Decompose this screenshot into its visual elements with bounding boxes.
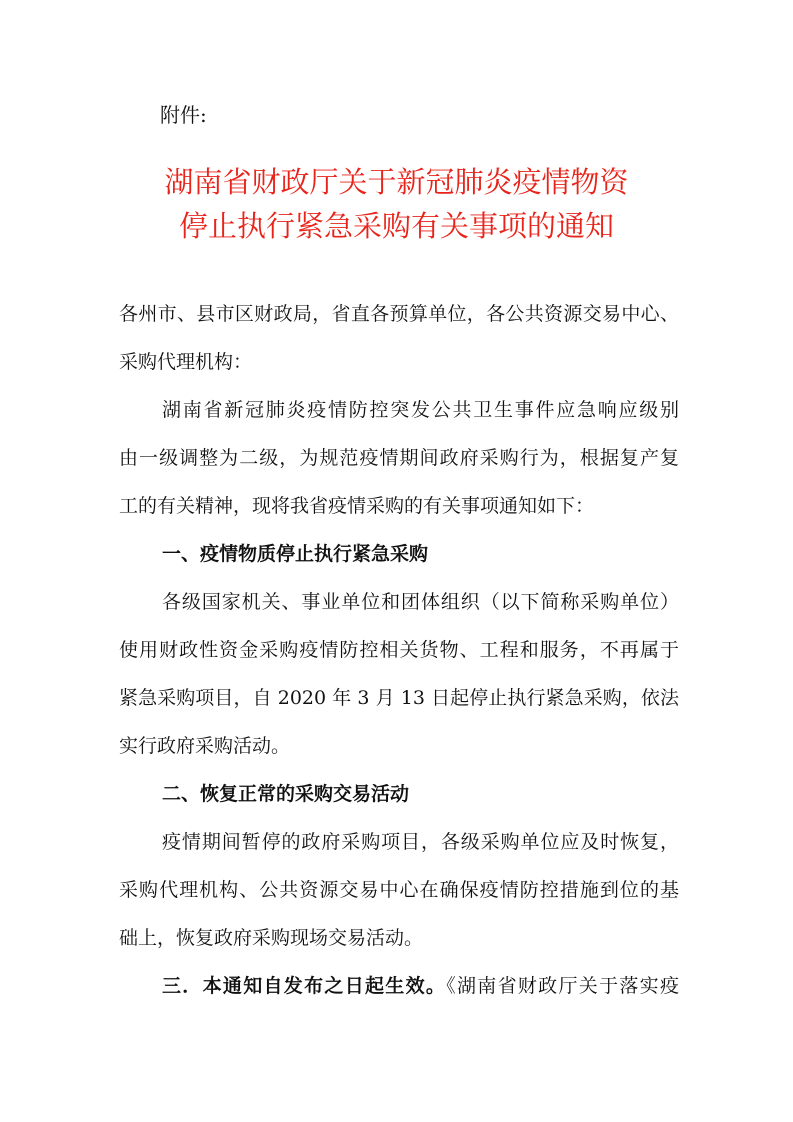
document-title bbox=[0, 160, 793, 248]
section-2-line-2: 采购代理机构、公共资源交易中心在确保疫情防控措施到位的基 bbox=[119, 879, 679, 901]
attachment-label: 附件: bbox=[160, 103, 207, 127]
section-1-line-4: 实行政府采购活动。 bbox=[119, 735, 291, 757]
addressee-line-2: 采购代理机构： bbox=[119, 351, 253, 373]
section-1-line-1: 各级国家机关、事业单位和团体组织（以下简称采购单位） bbox=[162, 591, 679, 613]
section-2-line-1: 疫情期间暂停的政府采购项目，各级采购单位应及时恢复， bbox=[162, 831, 679, 853]
intro-line-3: 工的有关精神，现将我省疫情采购的有关事项通知如下： bbox=[119, 495, 595, 517]
title-line-1: 湖南省财政厅关于新冠肺炎疫情物资 bbox=[164, 165, 629, 199]
section-3-text: 《湖南省财政厅关于落实疫 bbox=[446, 975, 679, 997]
section-1-line-2: 使用财政性资金采购疫情防控相关货物、工程和服务，不再属于 bbox=[119, 639, 679, 661]
section-1-line-3: 紧急采购项目，自 2020 年 3 月 13 日起停止执行紧急采购，依法 bbox=[119, 687, 679, 709]
section-1-heading: 一、疫情物质停止执行紧急采购 bbox=[162, 543, 429, 565]
section-2-heading: 二、恢复正常的采购交易活动 bbox=[162, 783, 410, 805]
section-3-line bbox=[162, 972, 679, 1000]
title-line-2: 停止执行紧急采购有关事项的通知 bbox=[178, 209, 614, 243]
addressee-line-1: 各州市、县市区财政局，省直各预算单位，各公共资源交易中心、 bbox=[119, 303, 679, 325]
intro-line-1: 湖南省新冠肺炎疫情防控突发公共卫生事件应急响应级别 bbox=[162, 399, 679, 421]
section-2-line-3: 础上，恢复政府采购现场交易活动。 bbox=[119, 927, 424, 949]
section-3-heading: 三．本通知自发布之日起生效。 bbox=[162, 975, 447, 997]
intro-line-2: 由一级调整为二级，为规范疫情期间政府采购行为，根据复产复 bbox=[119, 447, 679, 469]
